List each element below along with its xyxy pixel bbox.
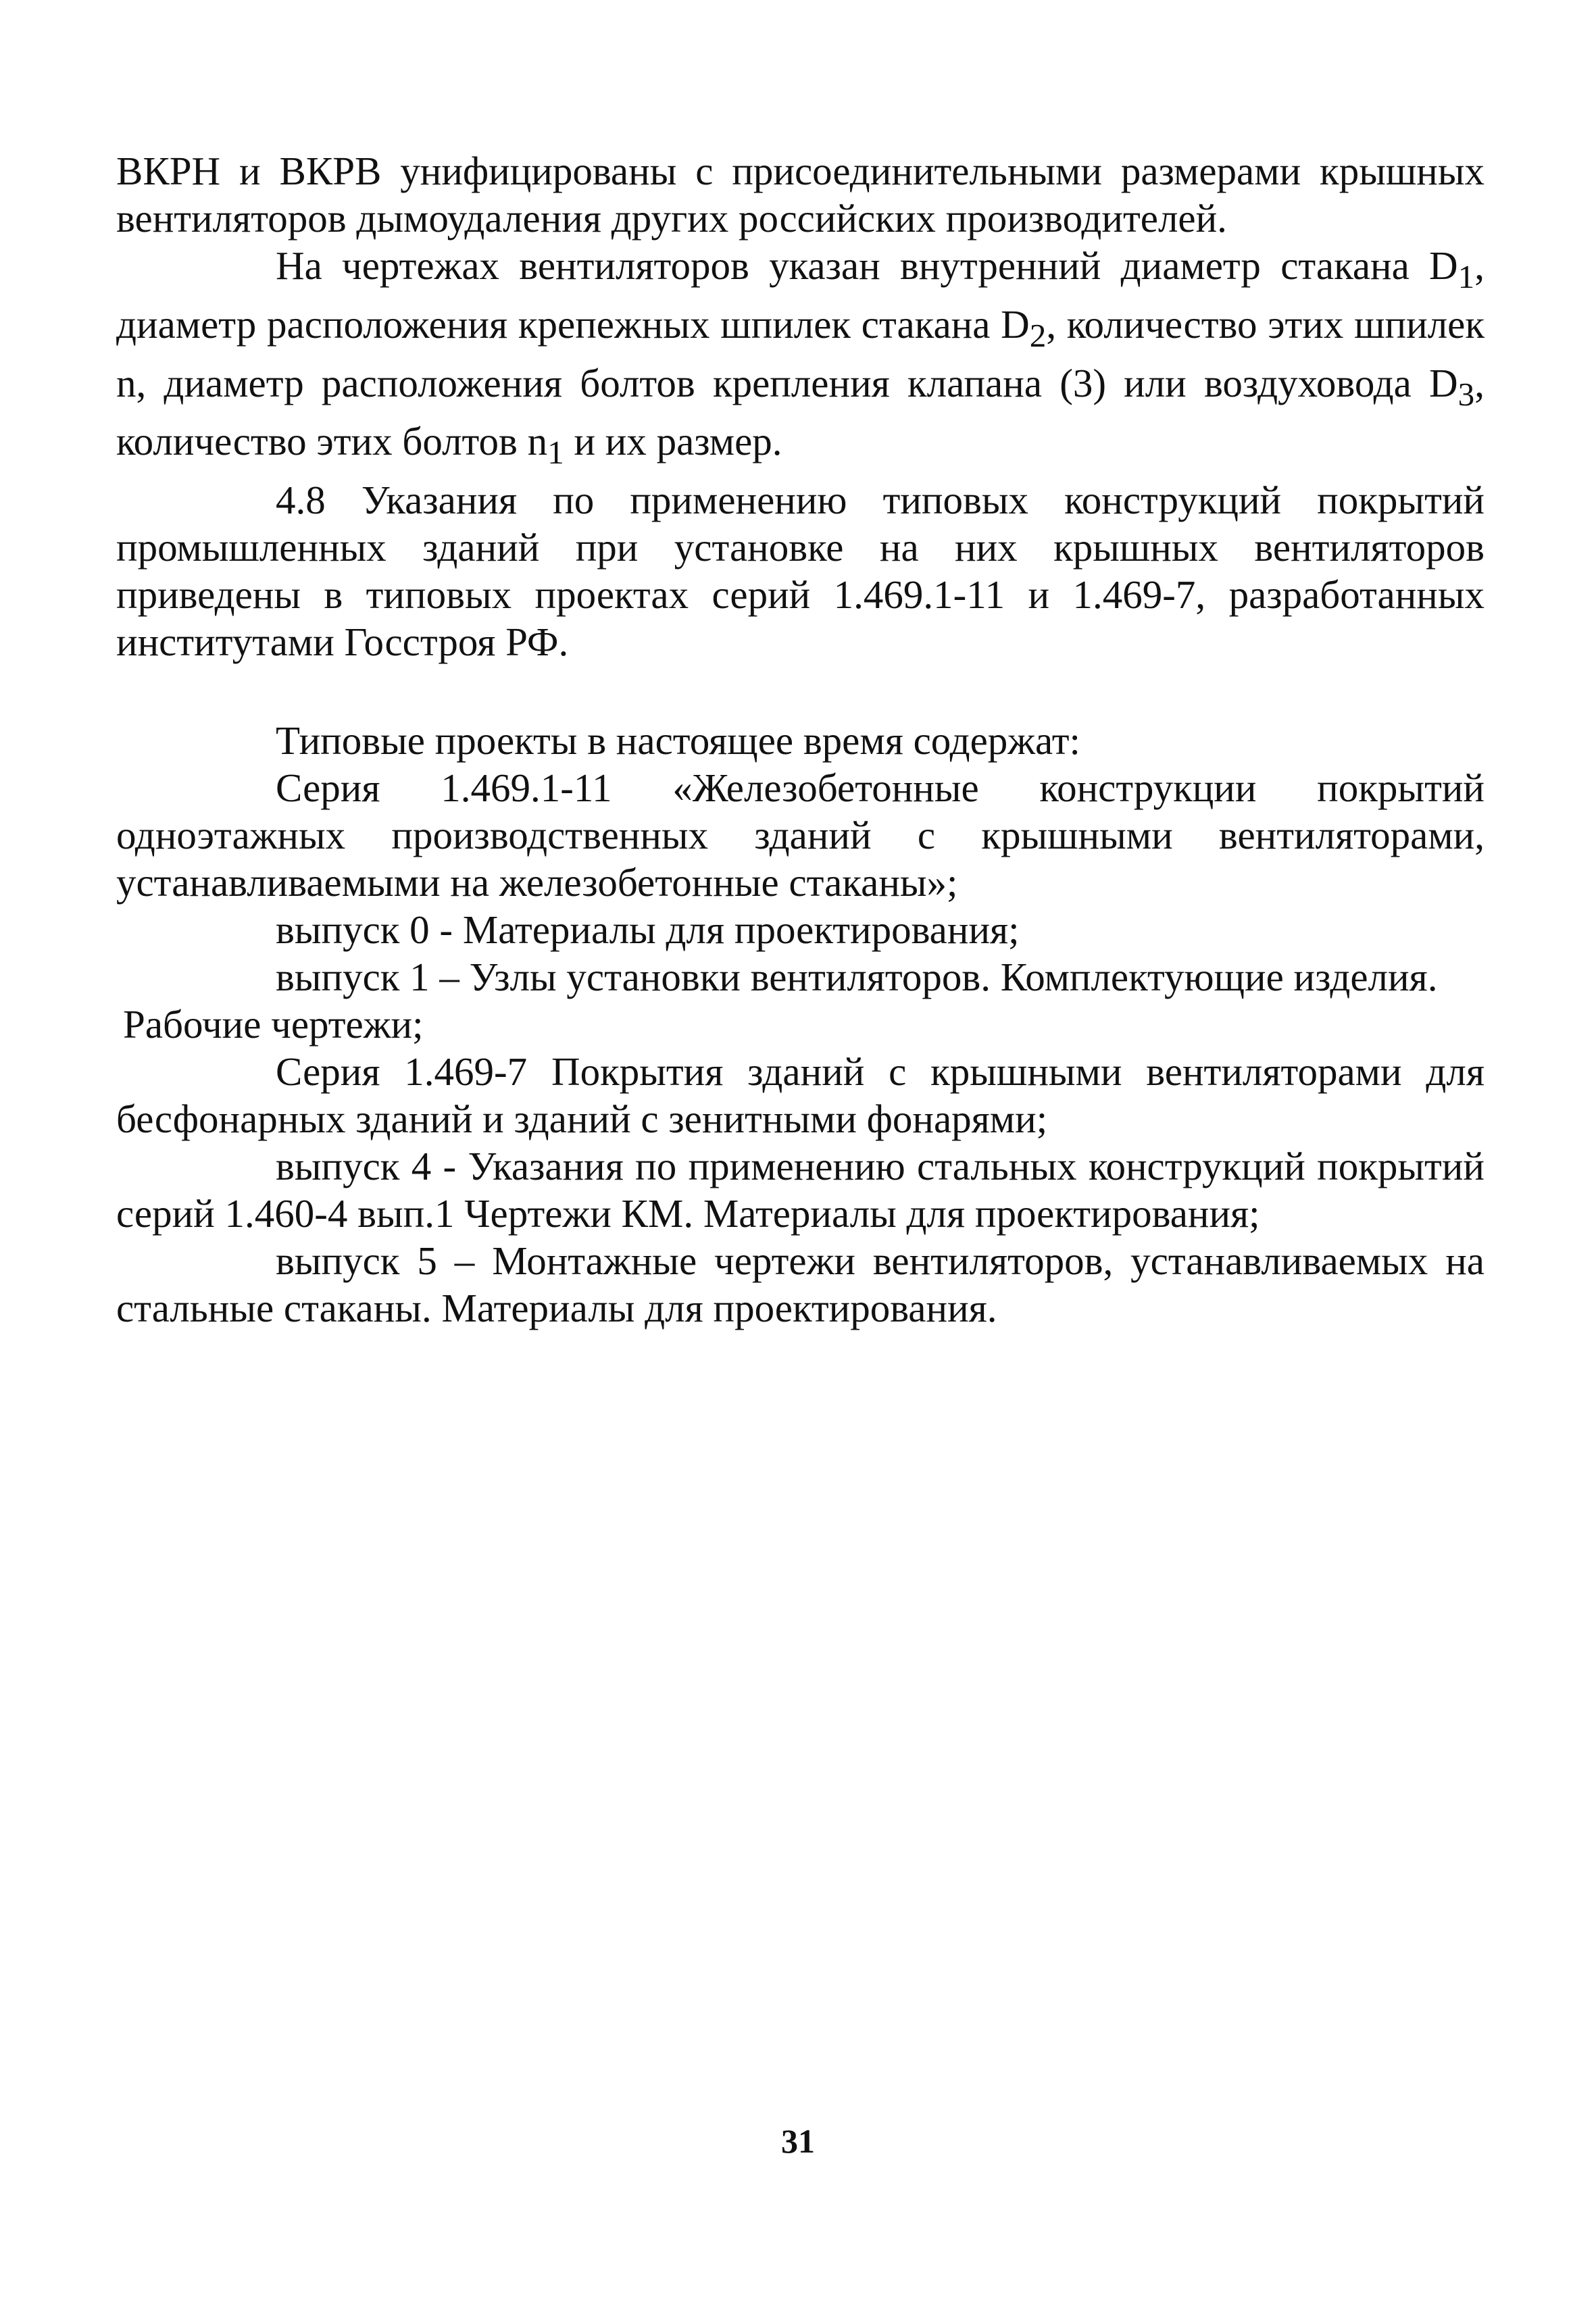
body-text xyxy=(116,147,1485,1332)
paragraph-unification: ВКРН и ВКРВ унифицированы с присоединительными размерами крышных вентиляторов дымоудаления других российских производителей. xyxy=(116,149,1485,241)
subscript: 2 xyxy=(1029,316,1047,354)
paragraph-issue-5: выпуск 5 – Монтажные чертежи вентиляторов, устанавливаемых на стальные стаканы. Материалы для проектирования. xyxy=(116,1238,1485,1331)
paragraph-issue-1: выпуск 1 – Узлы установки вентиляторов. Комплектующие изделия. xyxy=(276,955,1438,1000)
paragraph-issue-4: выпуск 4 - Указания по применению стальных конструкций покрытий серий 1.460-4 вып.1 Чертежи КМ. Материалы для проектирования; xyxy=(116,1144,1485,1236)
paragraph-working-drawings: Рабочие чертежи; xyxy=(123,1002,424,1047)
page-number: 31 xyxy=(781,2122,815,2160)
subscript: 3 xyxy=(1457,375,1475,413)
text-run: , диаметр расположения крепежных шпилек стакана D xyxy=(116,243,1485,347)
spacer xyxy=(116,665,1485,717)
paragraph-issue-0: выпуск 0 - Материалы для проектирования; xyxy=(276,907,1020,953)
paragraph-series-1-469-7: Серия 1.469-7 Покрытия зданий с крышными вентиляторами для бесфонарных зданий и зданий с зенитными фонарями; xyxy=(116,1049,1485,1142)
text-run: , количество этих болтов n xyxy=(116,360,1485,464)
paragraph-drawings xyxy=(116,242,1485,476)
text-run: и их размер. xyxy=(564,419,782,464)
subscript: 1 xyxy=(1457,257,1475,295)
subscript: 1 xyxy=(547,434,564,472)
text-run: , количество этих шпилек n, диаметр расположения болтов крепления клапана (3) или воздуховода D xyxy=(116,301,1485,405)
paragraph-typical-projects: Типовые проекты в настоящее время содержат: xyxy=(276,718,1080,763)
text-run: На чертежах вентиляторов указан внутренний диаметр стакана D xyxy=(276,243,1458,288)
paragraph-section-4-8: 4.8 Указания по применению типовых конструкций покрытий промышленных зданий при установке на них крышных вентиляторов приведены в типовых проектах серий 1.469.1-11 и 1.469-7, разработанных институтами Госстроя РФ. xyxy=(116,478,1485,665)
paragraph-series-1-469-1-11: Серия 1.469.1-11 «Железобетонные конструкции покрытий одноэтажных производственных зданий с крышными вентиляторами, устанавливаемыми на железобетонные стаканы»; xyxy=(116,765,1485,905)
